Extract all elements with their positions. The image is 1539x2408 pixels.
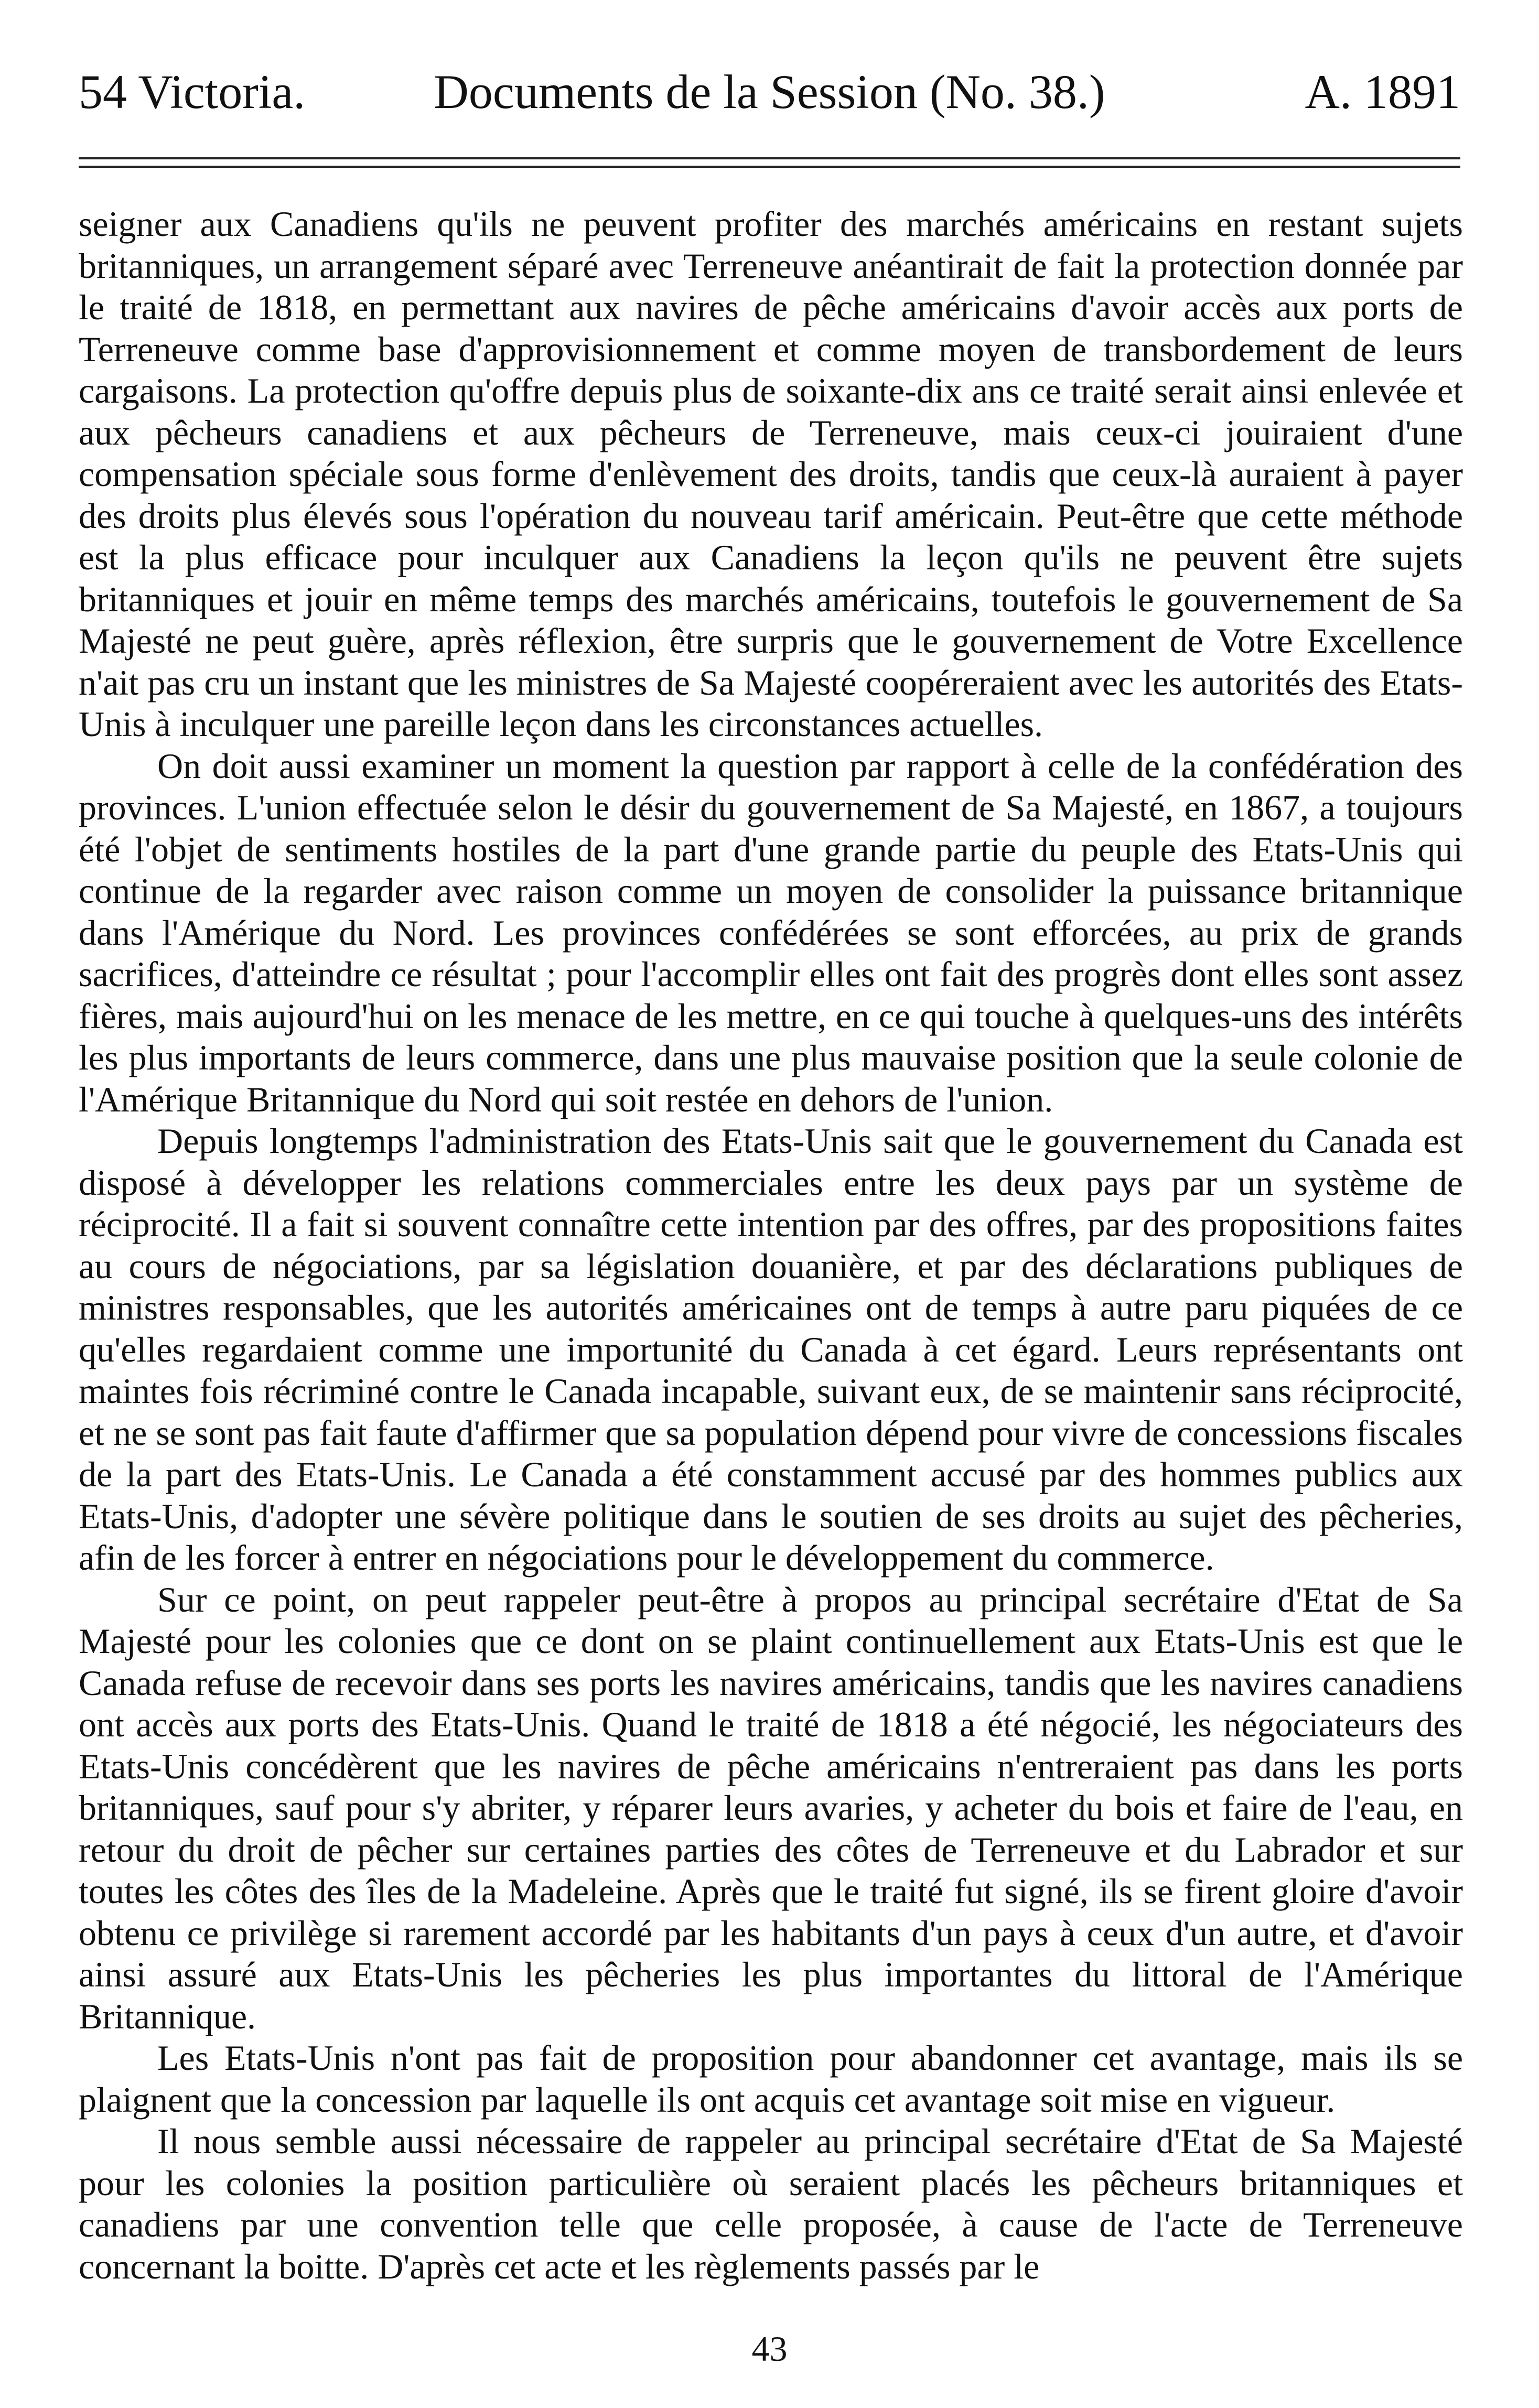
- paragraph-continuation: seigner aux Canadiens qu'ils ne peuvent profiter des marchés américains en restant sujets britanniques, un arrangement séparé avec Terreneuve anéantirait de fait la protection donnée par le traité de 1818, en permettant aux navires de pêche américains d'avoir accès aux ports de Terreneuve comme base d'approvisionnement et comme moyen de transbordement de leurs cargaisons. La protection qu'offre depuis plus de soixante-dix ans ce traité serait ainsi enlevée et aux pêcheurs canadiens et aux pêcheurs de Terreneuve, mais ceux-ci jouiraient d'une compensation spéciale sous forme d'enlèvement des droits, tandis que ceux-là auraient à payer des droits plus élevés sous l'opération du nouveau tarif américain. Peut-être que cette méthode est la plus efficace pour inculquer aux Canadiens la leçon qu'ils ne peuvent être sujets britanniques et jouir en même temps des marchés américains, toutefois le gouvernement de Sa Majesté ne peut guère, après réflexion, être surpris que le gouvernement de Votre Excellence n'ait pas cru un instant que les ministres de Sa Majesté coopéreraient avec les autorités des Etats-Unis à inculquer une pareille leçon dans les circonstances actuelles.: [79, 204, 1463, 744]
- paragraph: Depuis longtemps l'administration des Etats-Unis sait que le gouvernement du Canada est disposé à développer les relations commerciales entre les deux pays par un système de réciprocité. Il a fait si souvent connaître cette intention par des offres, par des propositions faites au cours de négociations, par sa législation douanière, et par des déclarations publiques de ministres responsables, que les autorités américaines ont de temps à autre paru piquées de ce qu'elles regardaient comme une importunité du Canada à cet égard. Leurs représentants ont maintes fois récriminé contre le Canada incapable, suivant eux, de se maintenir sans réciprocité, et ne se sont pas fait faute d'affirmer que sa population dépend pour vivre de concessions fiscales de la part des Etats-Unis. Le Canada a été constamment accusé par des hommes publics aux Etats-Unis, d'adopter une sévère politique dans le soutien de ses droits au sujet des pêcheries, afin de les forcer à entrer en négociations pour le développement du commerce.: [79, 1121, 1463, 1578]
- header-volume: 54 Victoria.: [79, 65, 306, 118]
- header-rule-top: [79, 157, 1460, 159]
- paragraph: Les Etats-Unis n'ont pas fait de proposition pour abandonner cet avantage, mais ils se plaignent que la concession par laquelle ils ont acquis cet avantage soit mise en vigueur.: [79, 2038, 1463, 2120]
- header-rule-bottom: [79, 166, 1460, 168]
- running-header: [79, 63, 1460, 121]
- header-year: A. 1891: [1305, 65, 1460, 118]
- paragraph: On doit aussi examiner un moment la question par rapport à celle de la confédération des provinces. L'union effectuée selon le désir du gouvernement de Sa Majesté, en 1867, a toujours été l'objet de sentiments hostiles de la part d'une grande partie du peuple des Etats-Unis qui continue de la regarder avec raison comme un moyen de consolider la puissance britannique dans l'Amérique du Nord. Les provinces confédérées se sont efforcées, au prix de grands sacrifices, d'atteindre ce résultat ; pour l'accomplir elles ont fait des progrès dont elles sont assez fières, mais aujourd'hui on les menace de les mettre, en ce qui touche à quelques-uns des intérêts les plus importants de leurs commerce, dans une plus mauvaise position que la seule colonie de l'Amérique Britannique du Nord qui soit restée en dehors de l'union.: [79, 746, 1463, 1119]
- body-text: [79, 203, 1463, 2287]
- header-title: Documents de la Session (No. 38.): [434, 65, 1105, 118]
- paragraph: Il nous semble aussi nécessaire de rappeler au principal secrétaire d'Etat de Sa Majesté pour les colonies la position particulière où seraient placés les pêcheurs britanniques et canadiens par une convention telle que celle proposée, à cause de l'acte de Terreneuve concernant la boitte. D'après cet acte et les règlements passés par le: [79, 2121, 1463, 2286]
- page-number: 43: [751, 2329, 788, 2369]
- paragraph: Sur ce point, on peut rappeler peut-être à propos au principal secrétaire d'Etat de Sa Majesté pour les colonies que ce dont on se plaint continuellement aux Etats-Unis est que le Canada refuse de recevoir dans ses ports les navires américains, tandis que les navires canadiens ont accès aux ports des Etats-Unis. Quand le traité de 1818 a été négocié, les négociateurs des Etats-Unis concédèrent que les navires de pêche américains n'entreraient pas dans les ports britanniques, sauf pour s'y abriter, y réparer leurs avaries, y acheter du bois et faire de l'eau, en retour du droit de pêcher sur certaines parties des côtes de Terreneuve et du Labrador et sur toutes les côtes des îles de la Madeleine. Après que le traité fut signé, ils se firent gloire d'avoir obtenu ce privilège si rarement accordé par les habitants d'un pays à ceux d'un autre, et d'avoir ainsi assuré aux Etats-Unis les pêcheries les plus importantes du littoral de l'Amérique Britannique.: [79, 1579, 1463, 2036]
